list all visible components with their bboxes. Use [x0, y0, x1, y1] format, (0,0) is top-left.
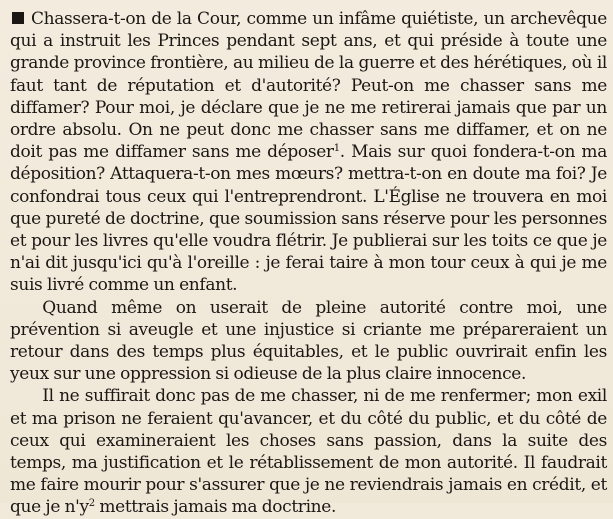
paragraph-1-text-a: Chassera-t-on de la Cour, comme un infâme quiétiste, un archevêque qui a instruit les Princes pendant sept ans, et qui préside à toute une grande province frontière, au milieu de la guerre et des hérétiques, où il faut tant de réputation et d'autorité? Peut-on me chasser sans me diffamer? Pour moi, je déclare que je ne me retirerai jamais que par un ordre absolu. On ne peut donc me chasser sans me diffamer, et on ne doit pas me diffamer sans me déposer	[10, 9, 607, 163]
footnote-ref-1[interactable]: 1	[333, 143, 340, 155]
paragraph-1-text-b: . Mais sur quoi fondera-t-on ma déposition? Attaquera-t-on mes mœurs? mettra-t-on en doute ma foi? Je confondrai tous ceux qui l'entreprendront. L'Église ne trouvera en moi que pureté de doctrine, que soumission sans réserve pour les personnes et pour les livres qu'elle voudra flétrir. Je publierai sur les toits ce que je n'ai dit jusqu'ici qu'à l'oreille : je ferai taire à mon tour ceux à qui je me suis livré comme un enfant.	[10, 142, 607, 296]
paragraph-3	[10, 385, 607, 518]
paragraph-1	[10, 8, 607, 297]
paragraph-2-text: Quand même on userait de pleine autorité contre moi, une prévention si aveugle et une injustice si criante me prépareraient un retour dans des temps plus équitables, et le public ouvrirait enfin les yeux sur une oppression si odieuse de la plus claire innocence.	[10, 297, 607, 385]
square-bullet-icon	[12, 12, 24, 24]
paragraph-3-text-b: mettrais jamais ma doctrine.	[94, 497, 337, 518]
footnote-ref-2[interactable]: 2	[88, 498, 95, 510]
paragraph-2	[10, 297, 607, 386]
paragraph-3-text-a: Il ne suffirait donc pas de me chasser, ni de me renfermer; mon exil et ma prison ne feraient qu'avancer, et du côté du public, et du côté de ceux qui examineraient les choses sans passion, dans la suite des temps, ma justification et le rétablissement de mon autorité. Il faudrait me faire mourir pour s'assurer que je ne reviendrais jamais en crédit, et que je n'y	[10, 386, 607, 518]
